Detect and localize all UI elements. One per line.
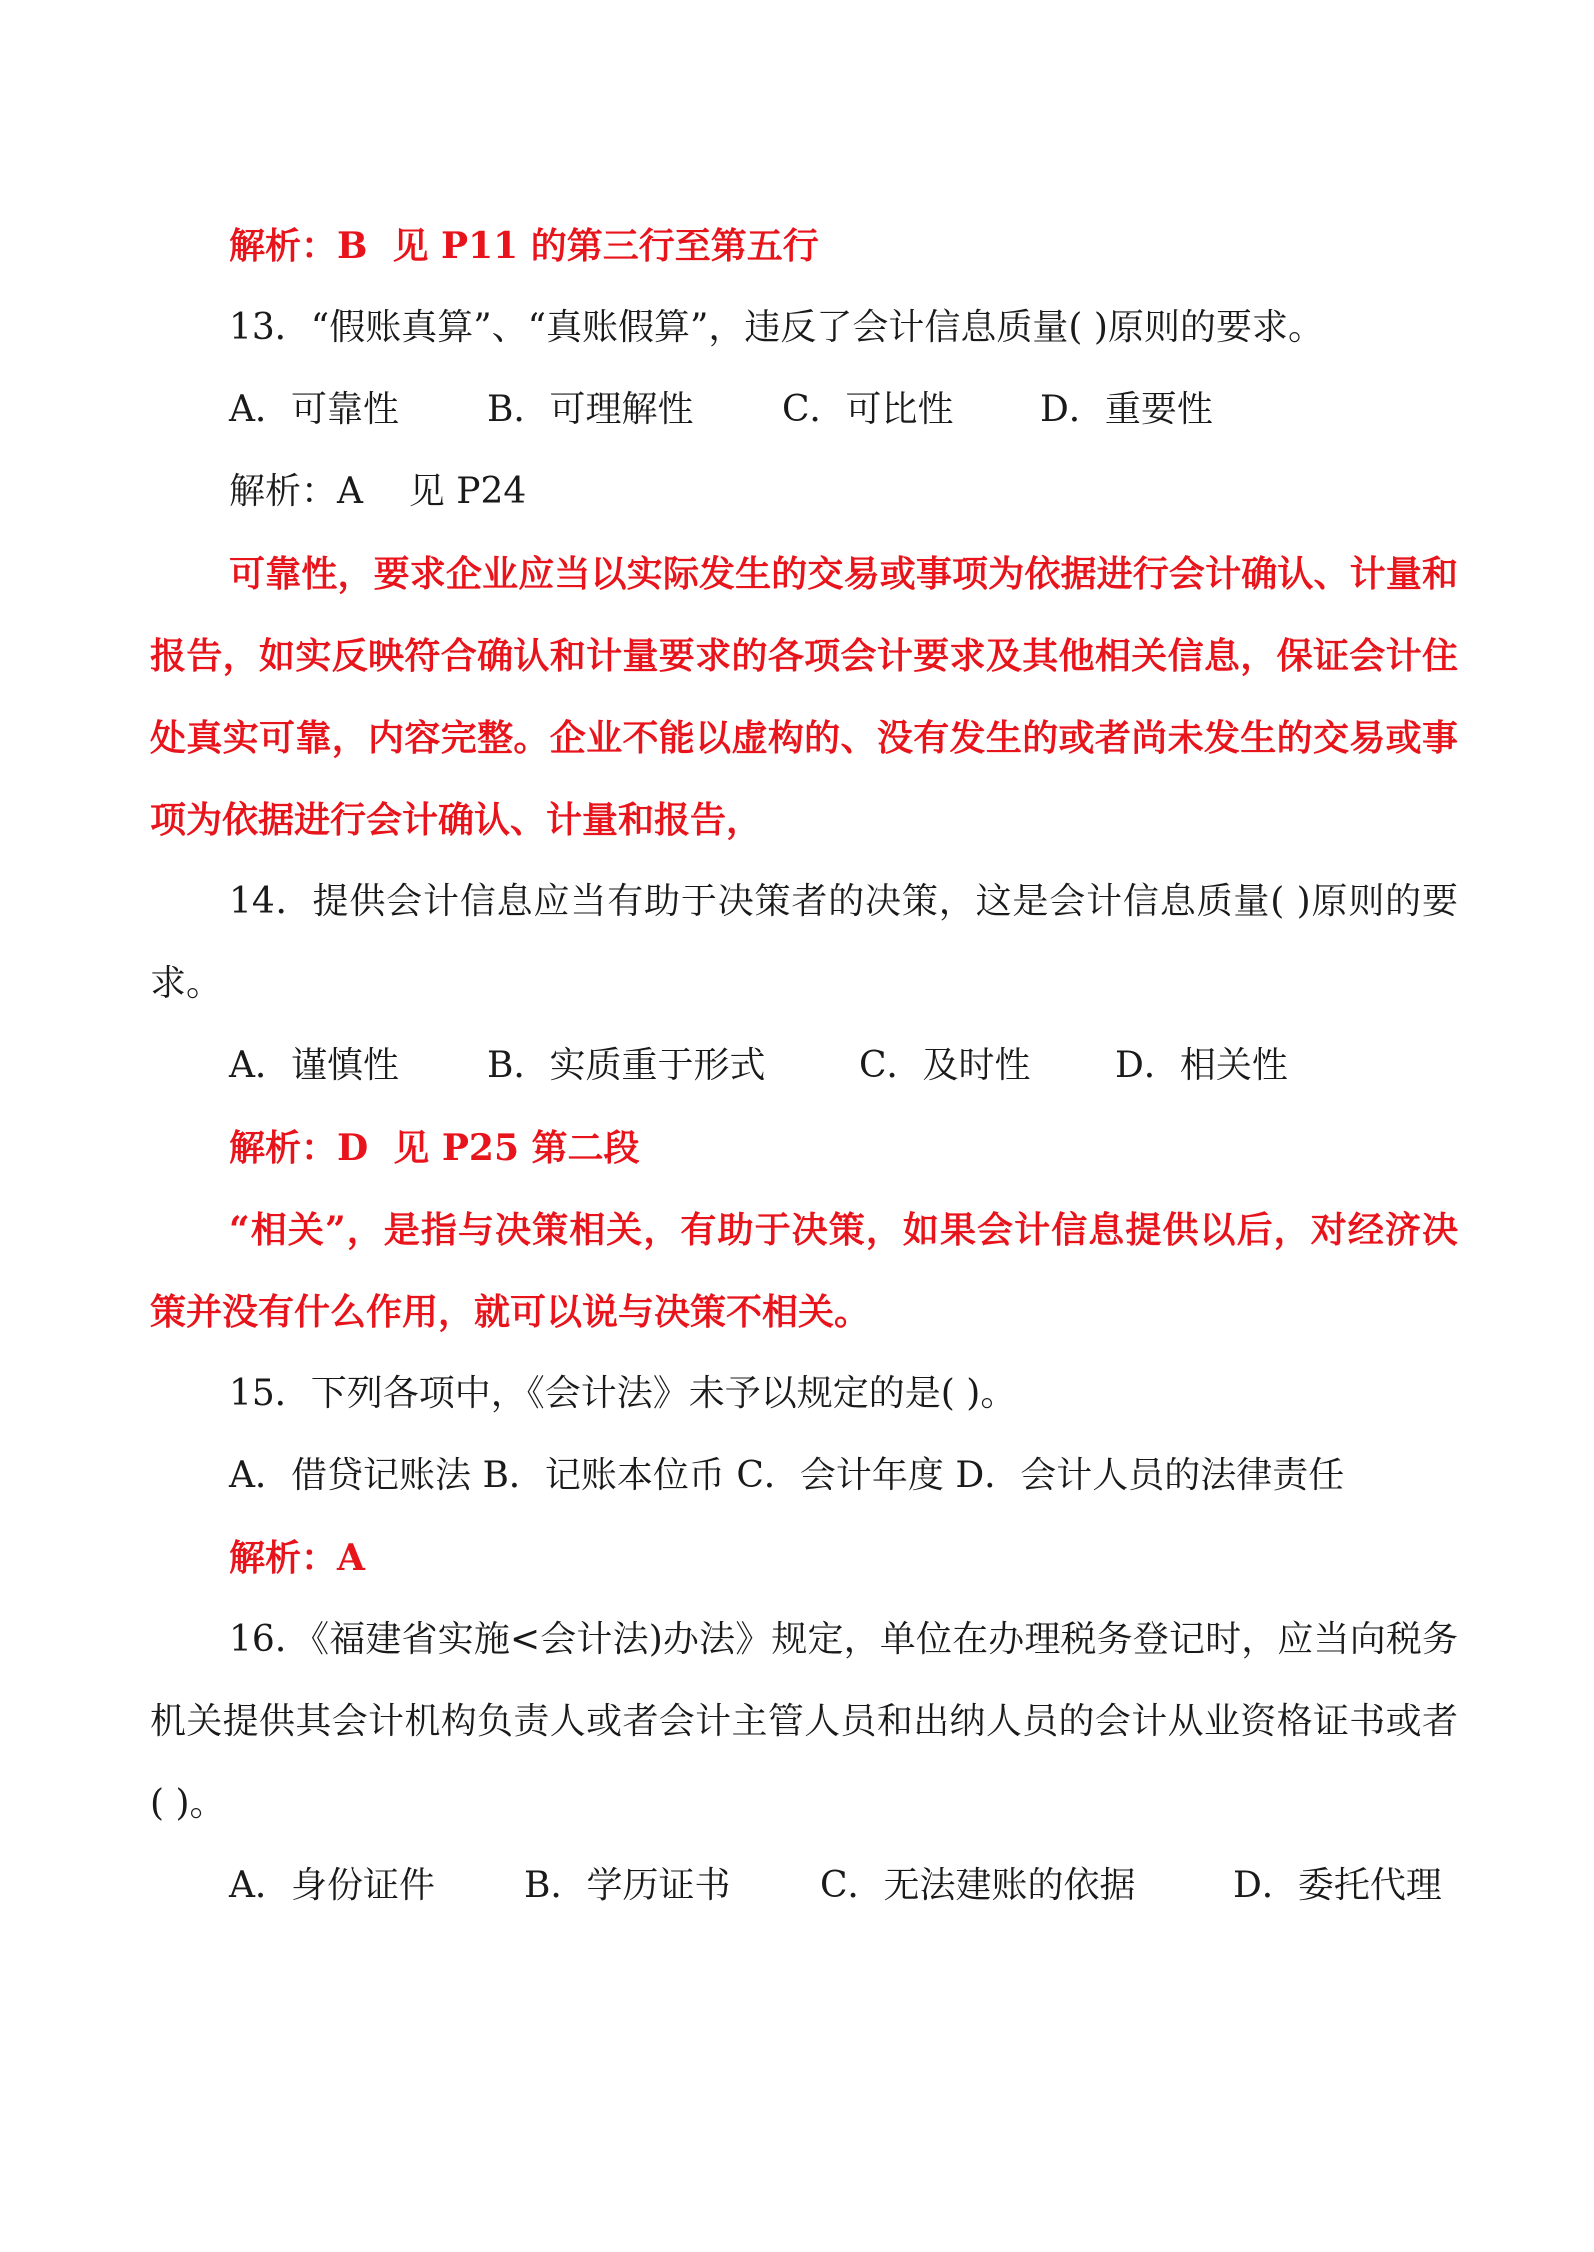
question-14: 14．提供会计信息应当有助于决策者的决策，这是会计信息质量( )原则的要求。 <box>150 881 1458 1004</box>
question-14-options <box>150 1025 1458 1107</box>
q16-option-c: C．无法建账的依据 <box>820 1865 1136 1906</box>
q13-option-c: C．可比性 <box>782 389 954 430</box>
explanation-13: 可靠性，要求企业应当以实际发生的交易或事项为依据进行会计确认、计量和报告，如实反映符合确认和计量要求的各项会计要求及其他相关信息，保证会计住处真实可靠，内容完整。企业不能以虚构的、没有发生的或者尚未发生的交易或事项为依据进行会计确认、计量和报告， <box>150 553 1458 841</box>
question-15-options: A．借贷记账法 B．记账本位币 C．会计年度 D．会计人员的法律责任 <box>229 1455 1345 1496</box>
question-16: 16．《福建省实施<会计法)办法》规定，单位在办理税务登记时，应当向税务机关提供其会计机构负责人或者会计主管人员和出纳人员的会计从业资格证书或者( )。 <box>150 1619 1458 1824</box>
answer-13: 解析：A 见 P24 <box>229 471 527 512</box>
question-16-options <box>150 1845 1458 1927</box>
answer-12: 解析：B 见 P11 的第三行至第五行 <box>229 225 819 267</box>
question-13-options <box>150 369 1458 451</box>
q16-option-b: B．学历证书 <box>524 1865 731 1906</box>
q16-option-a: A．身份证件 <box>229 1865 435 1906</box>
q14-option-c: C．及时性 <box>859 1045 1031 1086</box>
q16-option-d: D．委托代理 <box>1233 1865 1442 1906</box>
question-13: 13．“假账真算”、“真账假算”，违反了会计信息质量( )原则的要求。 <box>229 307 1324 348</box>
q14-option-b: B．实质重于形式 <box>487 1045 766 1086</box>
answer-14: 解析：D 见 P25 第二段 <box>229 1127 640 1169</box>
q14-option-a: A．谨慎性 <box>229 1045 399 1086</box>
q13-option-b: B．可理解性 <box>487 389 694 430</box>
explanation-14: “相关”，是指与决策相关，有助于决策，如果会计信息提供以后，对经济决策并没有什么作用，就可以说与决策不相关。 <box>150 1209 1458 1333</box>
question-15: 15．下列各项中，《会计法》未予以规定的是( )。 <box>229 1373 1017 1414</box>
q14-option-d: D．相关性 <box>1115 1045 1288 1086</box>
q13-option-a: A．可靠性 <box>229 389 399 430</box>
q13-option-d: D．重要性 <box>1040 389 1213 430</box>
answer-15: 解析：A <box>229 1537 365 1579</box>
